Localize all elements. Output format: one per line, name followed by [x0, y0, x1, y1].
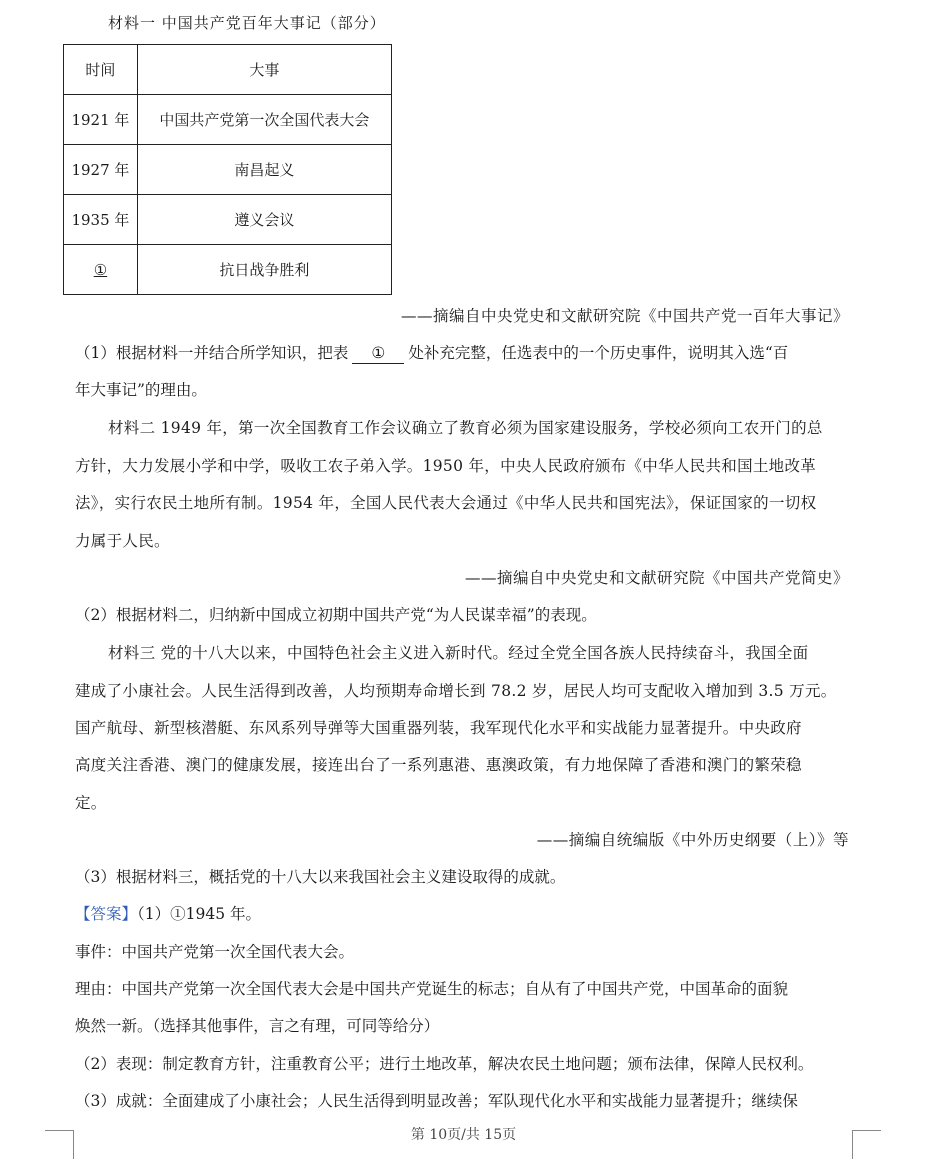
table-cell-event: 抗日战争胜利: [137, 245, 391, 295]
material2-line: 法》，实行农民土地所有制。1954 年，全国人民代表大会通过《中华人民共和国宪法》，保证国家的一切权: [75, 494, 817, 512]
table-cell-year: 1927 年: [64, 145, 138, 195]
material1-source: ——摘编自中央党史和文献研究院《中国共产党一百年大事记》: [400, 307, 849, 325]
table-cell-year: 1935 年: [64, 195, 138, 245]
answer-label: 【答案】: [75, 905, 138, 923]
material2-line: 力属于人民。: [75, 532, 170, 550]
answer-reason: 理由：中国共产党第一次全国代表大会是中国共产党诞生的标志；自从有了中国共产党，中国革命的面貌: [75, 980, 789, 998]
table-row: [64, 245, 392, 295]
material2-source: ——摘编自中央党史和文献研究院《中国共产党简史》: [464, 569, 849, 587]
material2-line: 材料二 1949 年，第一次全国教育工作会议确立了教育必须为国家建设服务，学校必须向工农开门的总: [108, 419, 823, 437]
question-1-pre: （1）根据材料一并结合所学知识，把表: [75, 344, 349, 362]
answer-2: （2）表现：制定教育方针，注重教育公平；进行土地改革，解决农民土地问题；颁布法律，保障人民权利。: [75, 1055, 814, 1073]
question-3: （3）根据材料三，概括党的十八大以来我国社会主义建设取得的成就。: [75, 868, 566, 886]
table-header-cell: 时间: [64, 45, 138, 95]
material2-line: 方针，大力发展小学和中学，吸收工农子弟入学。1950 年，中央人民政府颁布《中华人民共和国土地改革: [75, 457, 817, 475]
material3-line: 建成了小康社会。人民生活得到改善，人均预期寿命增长到 78.2 岁，居民人均可支配收入增加到 3.5 万元。: [75, 682, 837, 700]
table-cell-blank-marker: ①: [93, 260, 108, 279]
table-cell-event: 遵义会议: [137, 195, 391, 245]
table-row: [64, 95, 392, 145]
material3-line: 高度关注香港、澳门的健康发展，接连出台了一系列惠港、惠澳政策，有力地保障了香港和澳门的繁荣稳: [75, 756, 802, 774]
answer-event: 事件：中国共产党第一次全国代表大会。: [75, 943, 355, 961]
table-cell-event: 中国共产党第一次全国代表大会: [137, 95, 391, 145]
answer-reason-cont: 焕然一新。（选择其他事件，言之有理，可同等给分）: [75, 1017, 440, 1035]
material3-line: 材料三 党的十八大以来，中国特色社会主义进入新时代。经过全党全国各族人民持续奋斗，我国全面: [108, 644, 809, 662]
table-row: [64, 195, 392, 245]
question-1: [75, 343, 788, 364]
question-1-post: 处补充完整，任选表中的一个历史事件，说明其入选“百: [408, 344, 789, 362]
question-1-blank: ①: [352, 343, 404, 364]
material3-line: 定。: [75, 794, 107, 812]
table-cell-year: 1921 年: [64, 95, 138, 145]
material1-title: 材料一 中国共产党百年大事记（部分）: [108, 14, 386, 32]
answer-1: [75, 904, 261, 924]
material3-source: ——摘编自统编版《中外历史纲要（上）》等: [536, 831, 849, 849]
events-table: [63, 44, 392, 295]
answer-1-text: （1）①1945 年。: [137, 905, 262, 923]
table-row: [64, 145, 392, 195]
table-header-cell: 大事: [137, 45, 391, 95]
question-1-line2: 年大事记”的理由。: [75, 381, 207, 399]
page-footer: 第 10页/共 15页: [410, 1127, 517, 1143]
material3-line: 国产航母、新型核潜艇、东风系列导弹等大国重器列装，我军现代化水平和实战能力显著提升。中央政府: [75, 719, 802, 737]
table-header-row: [64, 45, 392, 95]
table-cell-event: 南昌起义: [137, 145, 391, 195]
answer-3: （3）成就：全面建成了小康社会；人民生活得到明显改善；军队现代化水平和实战能力显著提升；继续保: [75, 1092, 798, 1110]
question-2: （2）根据材料二，归纳新中国成立初期中国共产党“为人民谋幸福”的表现。: [75, 606, 597, 624]
